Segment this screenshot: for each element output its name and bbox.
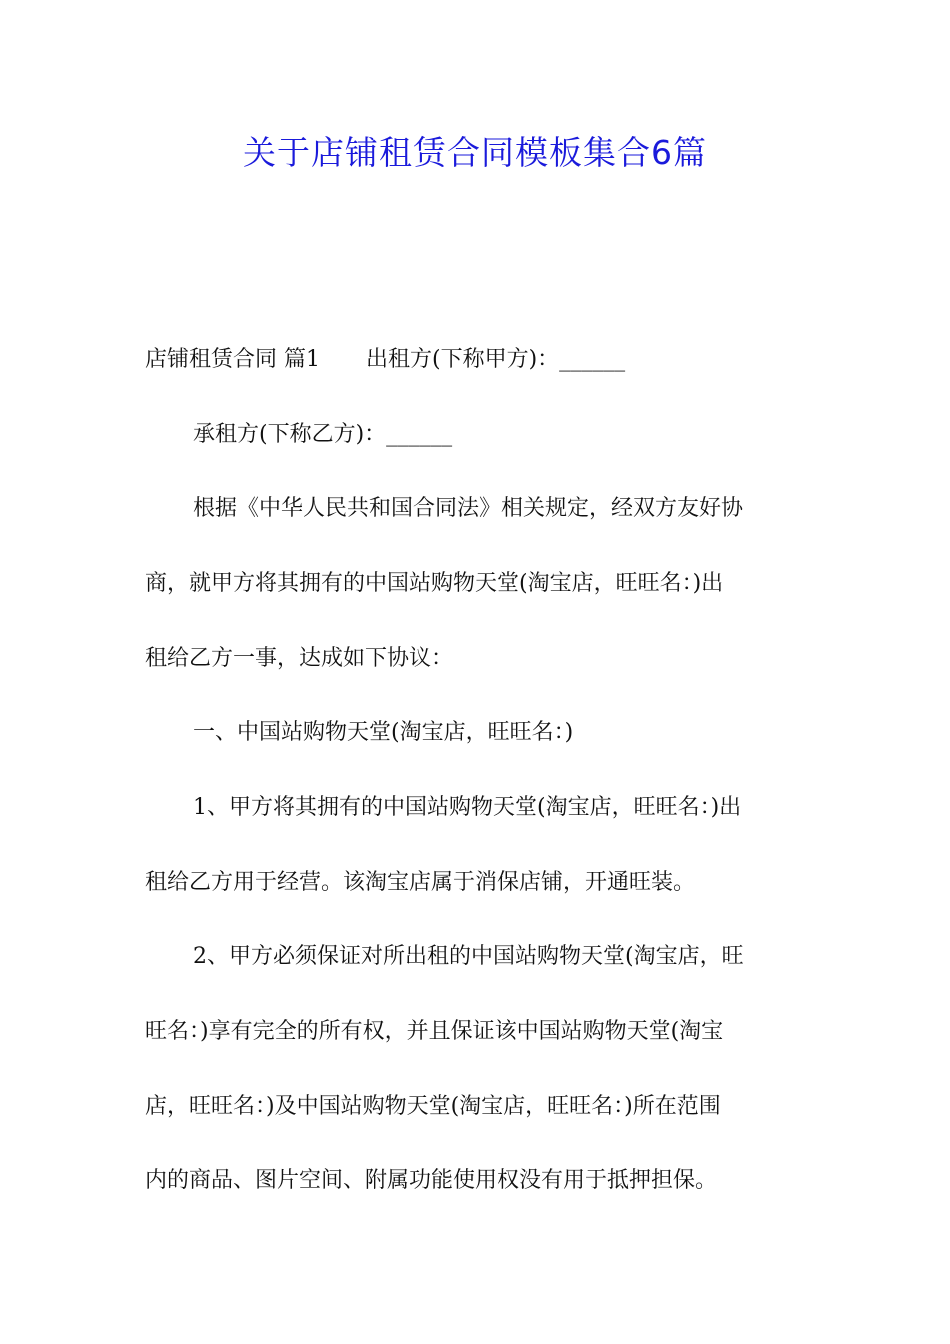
paragraph-line-9: 2、甲方必须保证对所出租的中国站购物天堂(淘宝店，旺 xyxy=(193,944,744,969)
paragraph-line-7: 1、甲方将其拥有的中国站购物天堂(淘宝店，旺旺名：)出 xyxy=(193,795,742,820)
paragraph-line-4: 商，就甲方将其拥有的中国站购物天堂(淘宝店，旺旺名：)出 xyxy=(145,571,724,596)
paragraph-line-3: 根据《中华人民共和国合同法》相关规定，经双方友好协 xyxy=(193,496,744,521)
lessee-field: 承租方(下称乙方)：______ xyxy=(193,422,453,447)
paragraph-line-1 xyxy=(145,345,625,375)
paragraph-line-12: 内的商品、图片空间、附属功能使用权没有用于抵押担保。 xyxy=(145,1168,718,1193)
paragraph-line-8: 租给乙方用于经营。该淘宝店属于消保店铺，开通旺装。 xyxy=(145,870,696,895)
section-heading: 店铺租赁合同 篇1 xyxy=(145,347,320,372)
paragraph-line-5: 租给乙方一事，达成如下协议： xyxy=(145,646,454,671)
lessor-field: 出租方(下称甲方)：______ xyxy=(366,347,626,372)
paragraph-line-10: 旺名：)享有完全的所有权，并且保证该中国站购物天堂(淘宝 xyxy=(145,1019,724,1044)
paragraph-line-11: 店，旺旺名：)及中国站购物天堂(淘宝店，旺旺名：)所在范围 xyxy=(145,1094,721,1119)
clause-heading-1: 一、中国站购物天堂(淘宝店，旺旺名：) xyxy=(193,720,574,745)
document-title: 关于店铺租赁合同模板集合6篇 xyxy=(243,133,707,172)
